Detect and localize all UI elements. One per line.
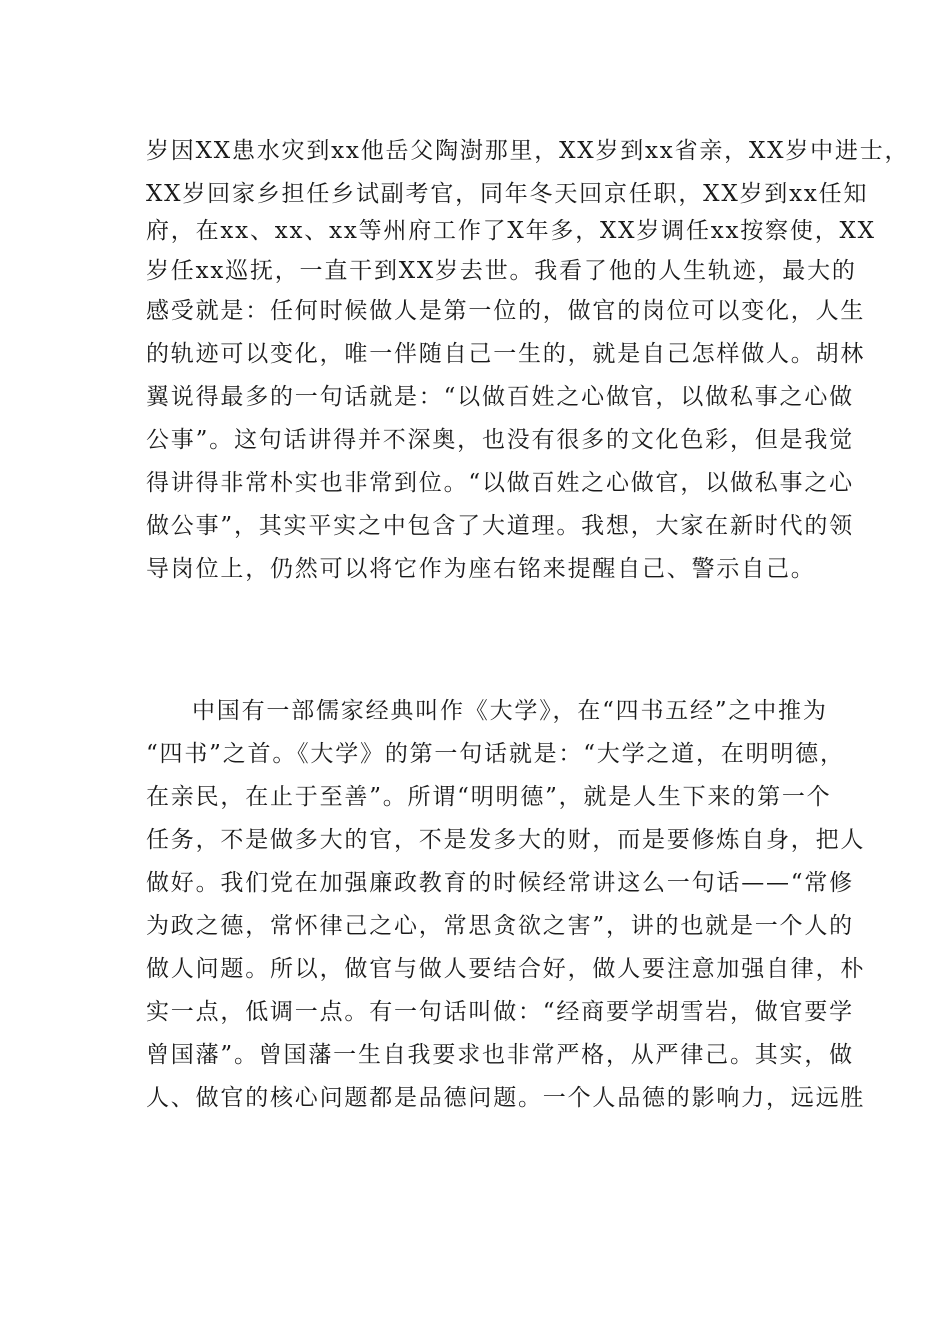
text-line: XX岁回家乡担任乡试副考官，同年冬天回京任职，XX岁到xx任知 [146,181,869,207]
text-line: 中国有一部儒家经典叫作《大学》，在“四书五经”之中推为 [192,698,828,724]
text-line: 感受就是：任何时候做人是第一位的，做官的岗位可以变化，人生 [146,298,866,324]
text-line: 公事”。这句话讲得并不深奥，也没有很多的文化色彩，但是我觉 [146,427,854,453]
text-line: 人、做官的核心问题都是品德问题。一个人品德的影响力，远远胜 [146,1085,866,1111]
text-line: 做人问题。所以，做官与做人要结合好，做人要注意加强自律，朴 [146,956,866,982]
text-line: 岁因XX患水灾到xx他岳父陶澍那里，XX岁到xx省亲，XX岁中进士， [146,138,910,164]
text-line: 的轨迹可以变化，唯一伴随自己一生的，就是自己怎样做人。胡林 [146,341,866,367]
text-line: 实一点，低调一点。有一句话叫做：“经商要学胡雪岩，做官要学 [146,999,854,1025]
text-line: 做公事”，其实平实之中包含了大道理。我想，大家在新时代的领 [146,513,854,539]
text-line: 为政之德，常怀律己之心，常思贪欲之害”，讲的也就是一个人的 [146,913,854,939]
text-line: 导岗位上，仍然可以将它作为座右铭来提醒自己、警示自己。 [146,556,816,582]
text-line: 府，在xx、xx、xx等州府工作了X年多，XX岁调任xx按察使，XX [146,218,876,244]
text-line: 得讲得非常朴实也非常到位。“以做百姓之心做官，以做私事之心 [146,470,854,496]
text-line: 在亲民，在止于至善”。所谓“明明德”，就是人生下来的第一个 [146,784,832,810]
text-line: 任务，不是做多大的官，不是发多大的财，而是要修炼自身，把人 [146,827,866,853]
text-line: 曾国藩”。曾国藩一生自我要求也非常严格，从严律己。其实，做 [146,1042,854,1068]
text-line: 翼说得最多的一句话就是：“以做百姓之心做官，以做私事之心做 [146,384,854,410]
text-line: 岁任xx巡抚，一直干到XX岁去世。我看了他的人生轨迹，最大的 [146,258,857,284]
text-line: 做好。我们党在加强廉政教育的时候经常讲这么一句话——“常修 [146,870,854,896]
text-line: “四书”之首。《大学》的第一句话就是：“大学之道，在明明德， [146,741,845,767]
